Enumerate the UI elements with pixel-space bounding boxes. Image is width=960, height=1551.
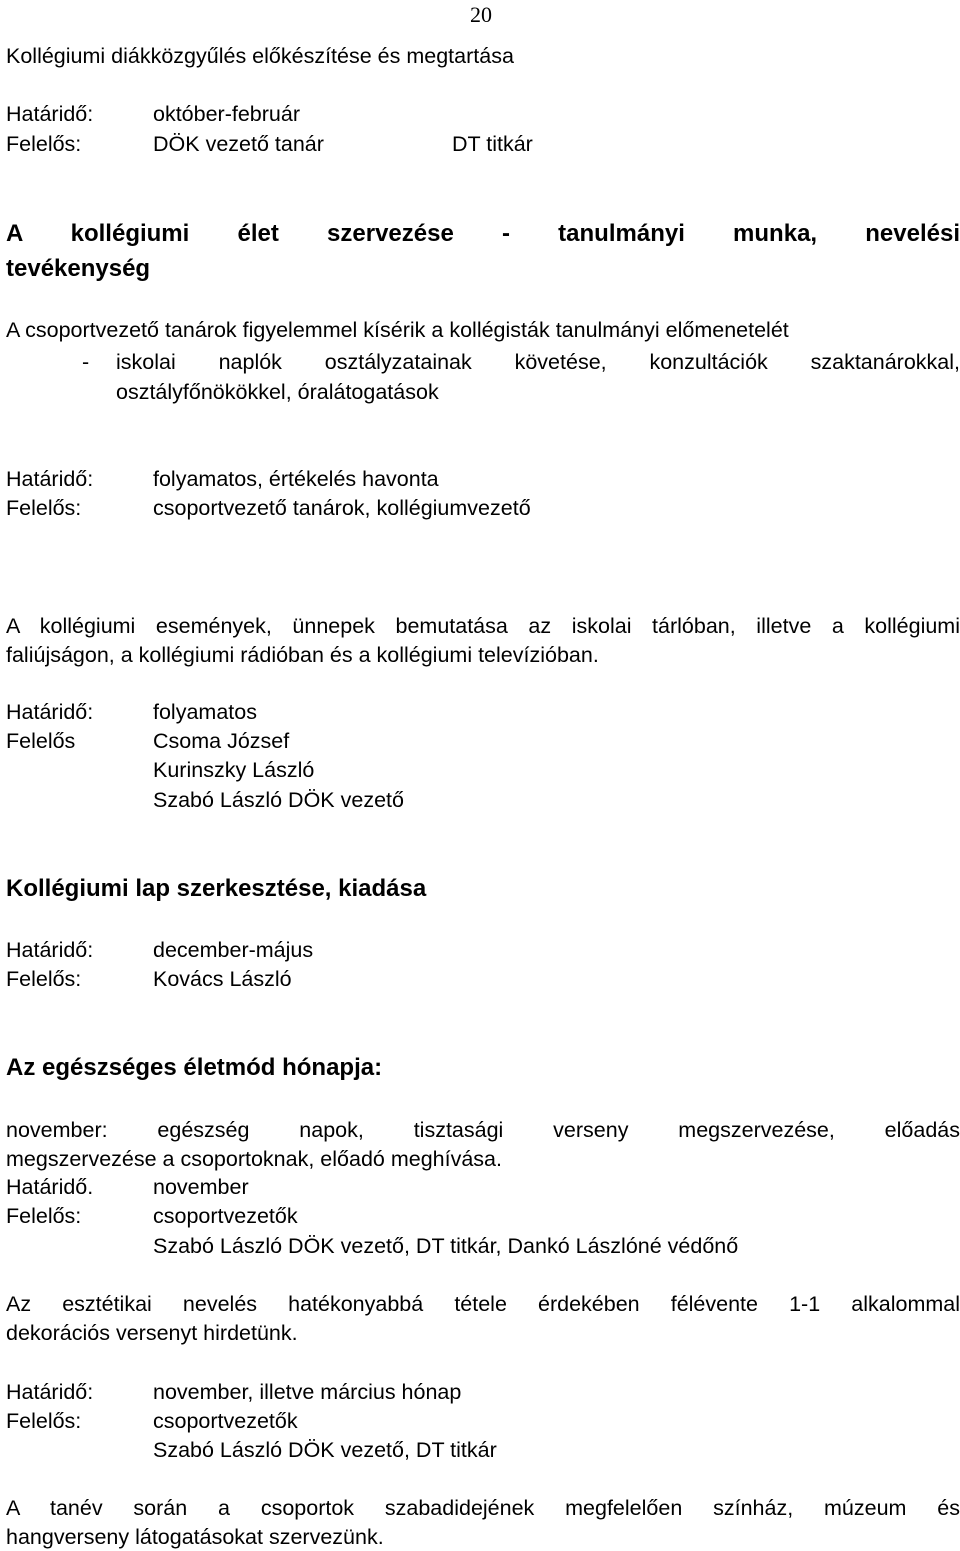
deadline-value: folyamatos, értékelés havonta (153, 467, 439, 491)
deadline-label: Határidő: (6, 938, 94, 962)
responsible-label: Felelős: (6, 132, 82, 156)
deadline-value: november (153, 1175, 249, 1199)
paragraph: Az esztétikai nevelés hatékonyabbá tétele érdekében félévente 1-1 alkalommal (6, 1292, 960, 1316)
paragraph-continued: hangverseny látogatásokat szervezünk. (6, 1525, 384, 1549)
responsible-value: Szabó László DÖK vezető, DT titkár, Dankó Lászlóné védőnő (153, 1234, 739, 1258)
paragraph-continued: dekorációs versenyt hirdetünk. (6, 1321, 298, 1345)
paragraph-continued: megszervezése a csoportoknak, előadó meghívása. (6, 1147, 502, 1171)
section-title: Kollégiumi diákközgyűlés előkészítése és megtartása (6, 44, 514, 68)
responsible-value: Csoma József (153, 729, 290, 753)
responsible-value: csoportvezető tanárok, kollégiumvezető (153, 496, 531, 520)
responsible-label: Felelős: (6, 1409, 82, 1433)
paragraph-continued: faliújságon, a kollégiumi rádióban és a kollégiumi televízióban. (6, 643, 599, 667)
deadline-value: október-február (153, 102, 300, 126)
responsible-value: Kurinszky László (153, 758, 315, 782)
responsible-label: Felelős (6, 729, 76, 753)
section-heading: Az egészséges életmód hónapja: (6, 1054, 383, 1081)
paragraph: A tanév során a csoportok szabadidejének megfelelően színház, múzeum és (6, 1496, 960, 1520)
responsible-value: Szabó László DÖK vezető (153, 788, 404, 812)
deadline-value: december-május (153, 938, 314, 962)
section-heading: A kollégiumi élet szervezése - tanulmányi munka, nevelési (6, 220, 960, 247)
page-number: 20 (470, 2, 492, 27)
deadline-label: Határidő: (6, 1380, 94, 1404)
deadline-label: Határidő: (6, 700, 94, 724)
deadline-label: Határidő: (6, 102, 94, 126)
deadline-label: Határidő: (6, 467, 94, 491)
list-bullet: - (82, 350, 90, 374)
section-heading: Kollégiumi lap szerkesztése, kiadása (6, 875, 427, 902)
responsible-label: Felelős: (6, 967, 82, 991)
responsible-value: Szabó László DÖK vezető, DT titkár (153, 1438, 497, 1462)
list-item: iskolai naplók osztályzatainak követése, konzultációk szaktanárokkal, (116, 350, 960, 374)
responsible-value-secondary: DT titkár (452, 132, 533, 156)
responsible-value: csoportvezetők (153, 1204, 298, 1228)
list-item-continued: osztályfőnökökkel, óralátogatások (116, 380, 439, 404)
paragraph: A kollégiumi események, ünnepek bemutatása az iskolai tárlóban, illetve a kollégiumi (6, 614, 960, 638)
deadline-value: november, illetve március hónap (153, 1380, 462, 1404)
paragraph: november: egészség napok, tisztasági verseny megszervezése, előadás (6, 1118, 960, 1142)
responsible-value: DÖK vezető tanár (153, 132, 324, 156)
deadline-label: Határidő. (6, 1175, 94, 1199)
responsible-label: Felelős: (6, 496, 82, 520)
deadline-value: folyamatos (153, 700, 257, 724)
section-heading-continued: tevékenység (6, 255, 151, 282)
responsible-value: Kovács László (153, 967, 292, 991)
responsible-label: Felelős: (6, 1204, 82, 1228)
responsible-value: csoportvezetők (153, 1409, 298, 1433)
paragraph: A csoportvezető tanárok figyelemmel kísérik a kollégisták tanulmányi előmenetelét (6, 318, 789, 342)
